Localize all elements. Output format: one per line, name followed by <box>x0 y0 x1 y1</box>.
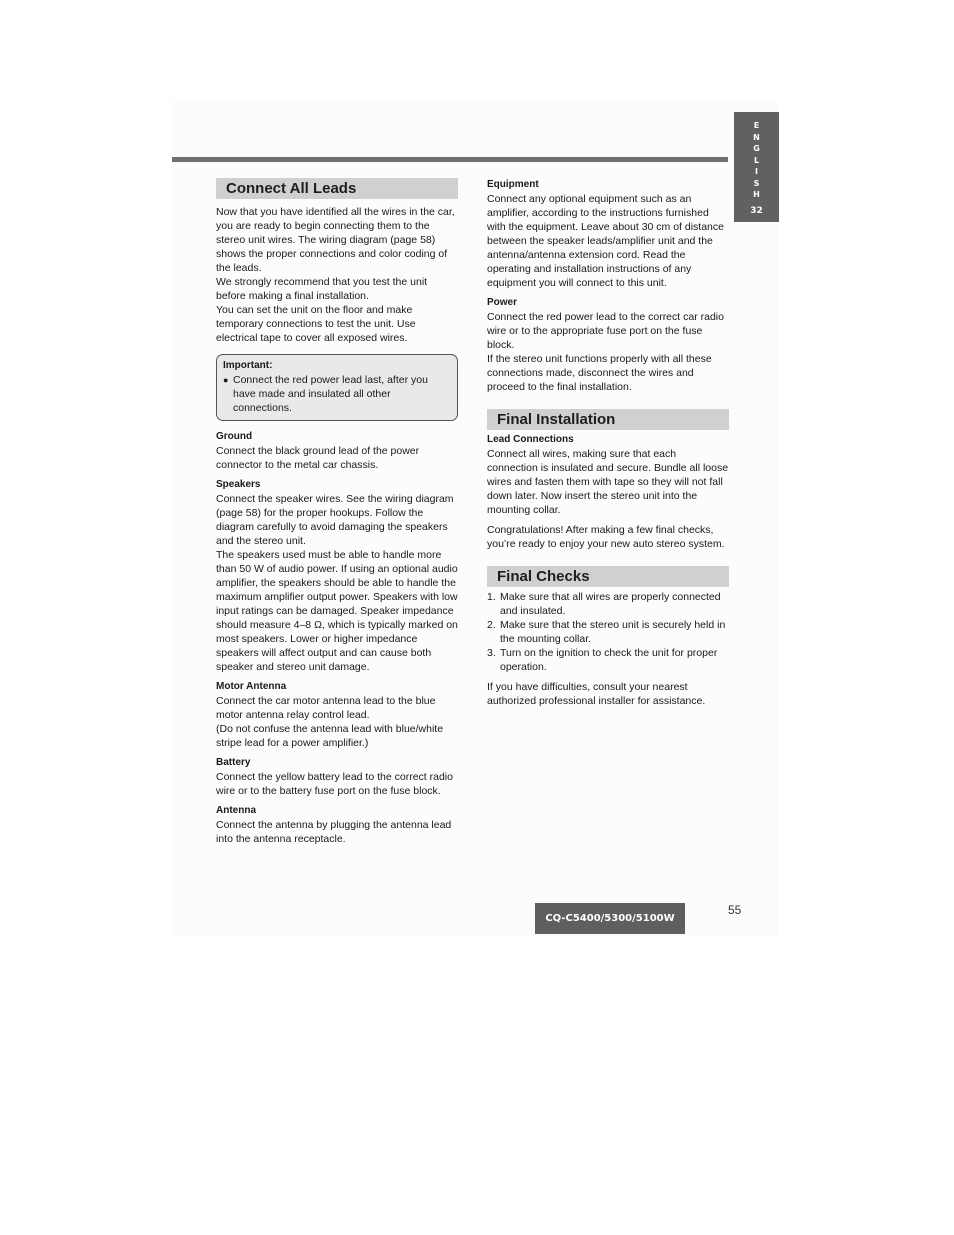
power-heading: Power <box>487 297 518 308</box>
top-rule <box>172 157 728 162</box>
important-bullet-text: Connect the red power lead last, after you have made and insulated all other connections. <box>233 374 428 414</box>
intro-paragraph: You can set the unit on the floor and make temporary connections to test the unit. Use electrical tape to cover all exposed wires. <box>216 304 416 344</box>
checklist-item <box>487 618 729 646</box>
antenna-heading: Antenna <box>216 805 256 816</box>
equipment-text: Connect any optional equipment such as an amplifier, according to the instructions furnished with the equipment. Leave about 30 cm of distance between the speaker leads/amplifier unit and the antenna/antenna extension cord. Read the operating and installation instructions of any equipment you will connect to this unit. <box>487 193 724 289</box>
speakers-paragraph: Connect the speaker wires. See the wiring diagram (page 58) for the proper hookups. Follow the diagram carefully to avoid damaging the speakers and the stereo unit. <box>216 493 454 547</box>
checklist-number: 1. <box>487 591 496 603</box>
antenna-text: Connect the antenna by plugging the antenna lead into the antenna receptacle. <box>216 819 452 845</box>
power-paragraph: Connect the red power lead to the correct car radio wire or to the appropriate fuse port on the fuse block. <box>487 311 724 351</box>
page-number: 55 <box>728 903 742 917</box>
section-title-final-checks: Final Checks <box>487 566 729 587</box>
lang-letter: S <box>753 178 760 188</box>
section-title-connect-all-leads: Connect All Leads <box>216 178 458 199</box>
intro-paragraph: Now that you have identified all the wires in the car, you are ready to begin connecting them to the stereo unit wires. The wiring diagram (page 58) shows the proper connections and color coding of the leads. <box>216 206 455 274</box>
battery-heading: Battery <box>216 757 251 768</box>
checklist-text: Make sure that the stereo unit is securely held in the mounting collar. <box>500 619 726 645</box>
lang-letter: I <box>755 167 758 176</box>
important-heading: Important: <box>223 360 273 371</box>
checklist-item <box>487 590 729 618</box>
power-paragraph: If the stereo unit functions properly with all these connections made, disconnect the wires and proceed to the final installation. <box>487 353 712 393</box>
important-note-box <box>216 354 458 421</box>
language-tab-page-number: 32 <box>750 206 763 216</box>
important-bullet <box>223 373 451 415</box>
ground-text: Connect the black ground lead of the power connector to the metal car chassis. <box>216 445 420 471</box>
motor-antenna-heading: Motor Antenna <box>216 681 287 692</box>
ground-heading: Ground <box>216 431 253 442</box>
congratulations-paragraph: Congratulations! After making a few final checks, you’re ready to enjoy your new auto stereo system. <box>487 524 725 550</box>
model-number-badge: CQ-C5400/5300/5100W <box>535 903 685 934</box>
right-column <box>487 178 729 708</box>
checklist-item <box>487 646 729 674</box>
motor-antenna-paragraph: Connect the car motor antenna lead to the blue motor antenna relay control lead. <box>216 695 436 721</box>
closing-paragraph: If you have difficulties, consult your nearest authorized professional installer for assistance. <box>487 681 706 707</box>
lang-letter: G <box>753 144 760 153</box>
lang-letter: H <box>753 190 760 199</box>
checklist-number: 3. <box>487 647 496 659</box>
checklist-text: Make sure that all wires are properly connected and insulated. <box>500 591 721 617</box>
left-column <box>216 178 458 846</box>
bullet-icon: ● <box>223 375 229 385</box>
speakers-paragraph: The speakers used must be able to handle more than 50 W of audio power. If using an optional audio amplifier, the speakers should be able to handle the maximum amplifier output power. Speakers with low input ratings can be damaged. Speaker impedance should measure 4–8 Ω, which is typically marked on most speakers. Lower or higher impedance speakers will affect output and can cause both speaker and stereo unit damage. <box>216 549 458 673</box>
intro-paragraph: We strongly recommend that you test the unit before making a final installation. <box>216 276 428 302</box>
lang-letter: E <box>753 121 760 130</box>
section-title-final-installation: Final Installation <box>487 409 729 430</box>
lang-letter: N <box>753 132 760 142</box>
speakers-heading: Speakers <box>216 479 261 490</box>
language-letters <box>734 120 779 201</box>
lang-letter: L <box>753 155 760 165</box>
language-tab <box>734 112 779 222</box>
motor-antenna-paragraph: (Do not confuse the antenna lead with blue/white stripe lead for a power amplifier.) <box>216 723 444 749</box>
battery-text: Connect the yellow battery lead to the correct radio wire or to the battery fuse port on the fuse block. <box>216 771 453 797</box>
lead-connections-heading: Lead Connections <box>487 434 574 445</box>
lead-connections-paragraph: Connect all wires, making sure that each connection is insulated and secure. Bundle all loose wires and fasten them with tape so they will not fall down later. Now insert the stereo unit into the mounting collar. <box>487 448 729 516</box>
checklist-text: Turn on the ignition to check the unit for proper operation. <box>500 647 718 673</box>
checklist-number: 2. <box>487 619 496 631</box>
equipment-heading: Equipment <box>487 179 539 190</box>
